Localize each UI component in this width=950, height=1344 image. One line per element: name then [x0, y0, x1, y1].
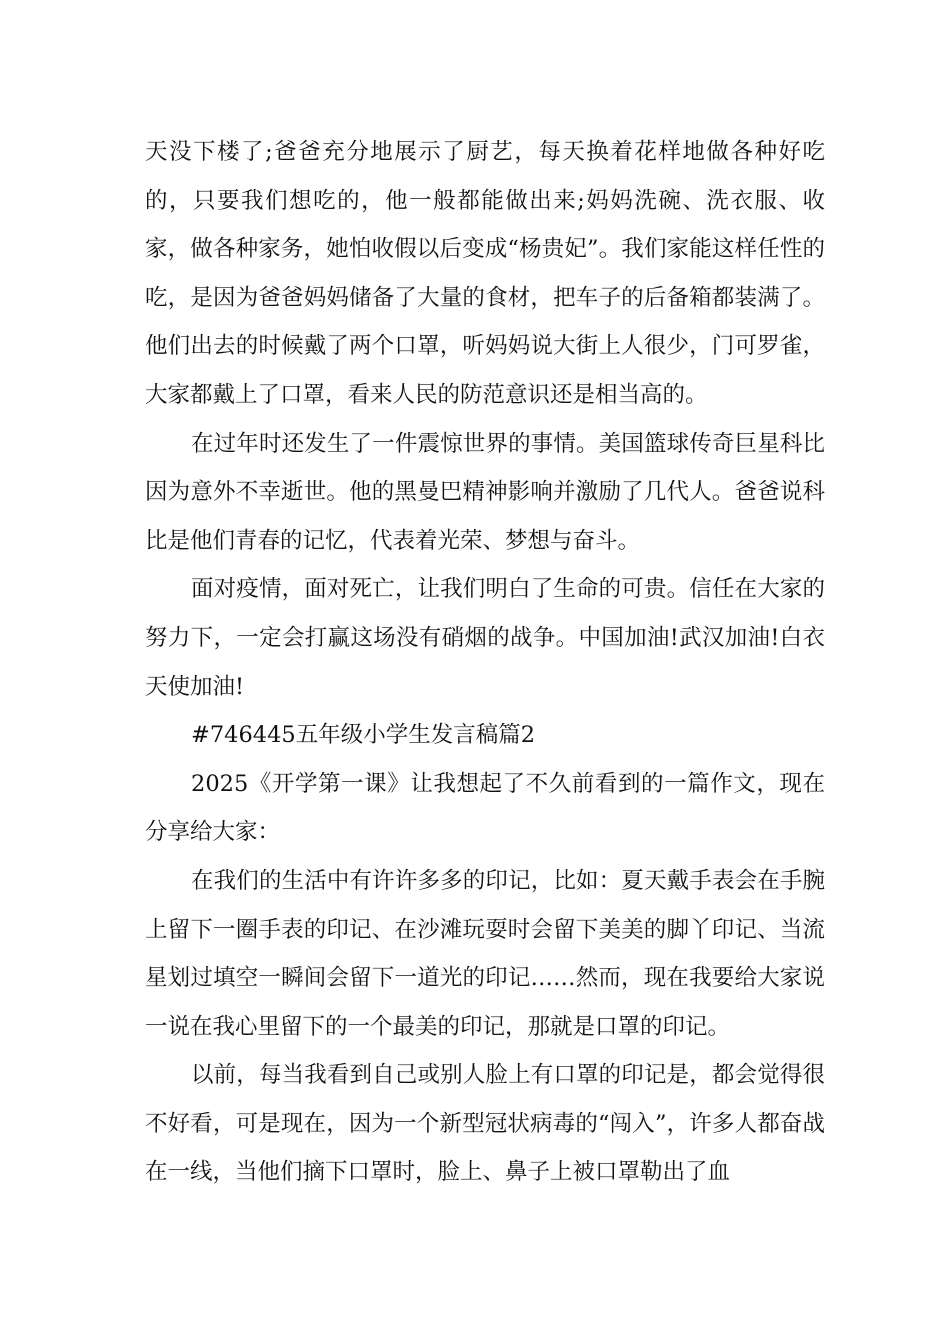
- paragraph-epidemic: 面对疫情，面对死亡，让我们明白了生命的可贵。信任在大家的努力下，一定会打赢这场没有硝烟的战争。中国加油!武汉加油!白衣天使加油!: [145, 576, 825, 700]
- document-body: [145, 128, 825, 1197]
- paragraph-kobe: 在过年时还发生了一件震惊世界的事情。美国篮球传奇巨星科比因为意外不幸逝世。他的黑曼巴精神影响并激励了几代人。爸爸说科比是他们青春的记忆，代表着光荣、梦想与奋斗。: [145, 430, 825, 554]
- paragraph-intro: 2025《开学第一课》让我想起了不久前看到的一篇作文，现在分享给大家：: [145, 770, 825, 846]
- paragraph-continued: 天没下楼了;爸爸充分地展示了厨艺，每天换着花样地做各种好吃的，只要我们想吃的，他一般都能做出来;妈妈洗碗、洗衣服、收家，做各种家务，她怕收假以后变成“杨贵妃”。我们家能这样任性的吃，是因为爸爸妈妈储备了大量的食材，把车子的后备箱都装满了。他们出去的时候戴了两个口罩，听妈妈说大街上人很少，门可罗雀，大家都戴上了口罩，看来人民的防范意识还是相当高的。: [145, 139, 825, 408]
- section-heading: #746445五年级小学生发言稿篇2: [191, 722, 536, 749]
- paragraph-imprints: 在我们的生活中有许许多多的印记，比如：夏天戴手表会在手腕上留下一圈手表的印记、在沙滩玩耍时会留下美美的脚丫印记、当流星划过填空一瞬间会留下一道光的印记……然而，现在我要给大家说一说在我心里留下的一个最美的印记，那就是口罩的印记。: [145, 867, 825, 1040]
- paragraph-mask-marks: 以前，每当我看到自己或别人脸上有口罩的印记是，都会觉得很不好看，可是现在，因为一个新型冠状病毒的“闯入”，许多人都奋战在一线，当他们摘下口罩时，脸上、鼻子上被口罩勒出了血: [145, 1062, 825, 1186]
